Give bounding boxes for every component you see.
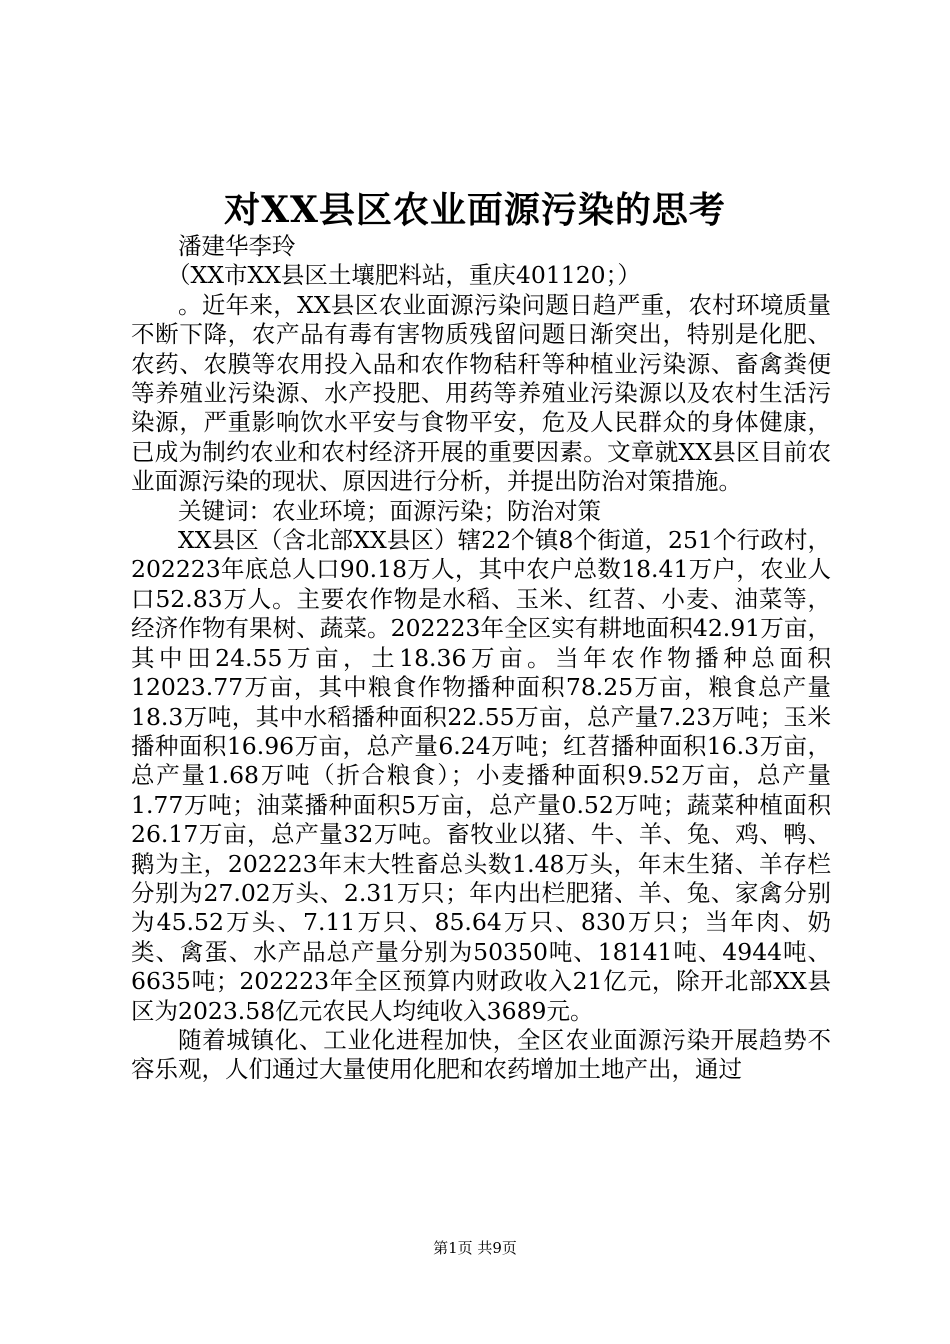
document-title: 对XX县区农业面源污染的思考: [224, 189, 726, 231]
authors: 潘建华李玲: [178, 232, 296, 260]
body-paragraph-1: XX县区（含北部XX县区）辖22个镇8个街道，251个行政村，202223年底总人口90.18万人，其中农户总数18.41万户，农业人口52.83万人。主要农作物是水稻、玉米、红苕、小麦、油菜等，经济作物有果树、蔬菜。202223年全区实有耕地面积42.91万亩，其中田24.55万亩，土18.36万亩。当年农作物播种总面积12023.77万亩，其中粮食作物播种面积78.25万亩，粮食总产量18.3万吨，其中水稻播种面积22.55万亩，总产量7.23万吨；玉米播种面积16.96万亩，总产量6.24万吨；红苕播种面积16.3万亩，总产量1.68万吨（折合粮食）；小麦播种面积9.52万亩，总产量1.77万吨；油菜播种面积5万亩，总产量0.52万吨；蔬菜种植面积26.17万亩，总产量32万吨。畜牧业以猪、牛、羊、兔、鸡、鸭、鹅为主，202223年末大牲畜总头数1.48万头，年末生猪、羊存栏分别为27.02万头、2.31万只；年内出栏肥猪、羊、兔、家禽分别为45.52万头、7.11万只、85.64万只、830万只；当年肉、奶类、禽蛋、水产品总产量分别为50350吨、18141吨、4944吨、6635吨；202223年全区预算内财政收入21亿元，除开北部XX县区为2023.58亿元农民人均纯收入3689元。: [131, 526, 831, 1025]
body-paragraph-2: 随着城镇化、工业化进程加快，全区农业面源污染开展趋势不容乐观，人们通过大量使用化肥和农药增加土地产出，通过: [131, 1025, 831, 1084]
keywords: 关键词：农业环境；面源污染；防治对策: [178, 496, 601, 525]
document-body: [131, 232, 831, 1085]
page-indicator: 第1页 共9页: [433, 1239, 517, 1257]
abstract-paragraph: 。近年来，XX县区农业面源污染问题日趋严重，农村环境质量不断下降，农产品有毒有害物质残留问题日渐突出，特别是化肥、农药、农膜等农用投入品和农作物秸秆等种植业污染源、畜禽粪便等养殖业污染源、水产投肥、用药等养殖业污染源以及农村生活污染源，严重影响饮水平安与食物平安，危及人民群众的身体健康，已成为制约农业和农村经济开展的重要因素。文章就XX县区目前农业面源污染的现状、原因进行分析，并提出防治对策措施。: [131, 290, 831, 496]
affiliation: （XX市XX县区土壤肥料站，重庆401120；）: [167, 261, 641, 290]
